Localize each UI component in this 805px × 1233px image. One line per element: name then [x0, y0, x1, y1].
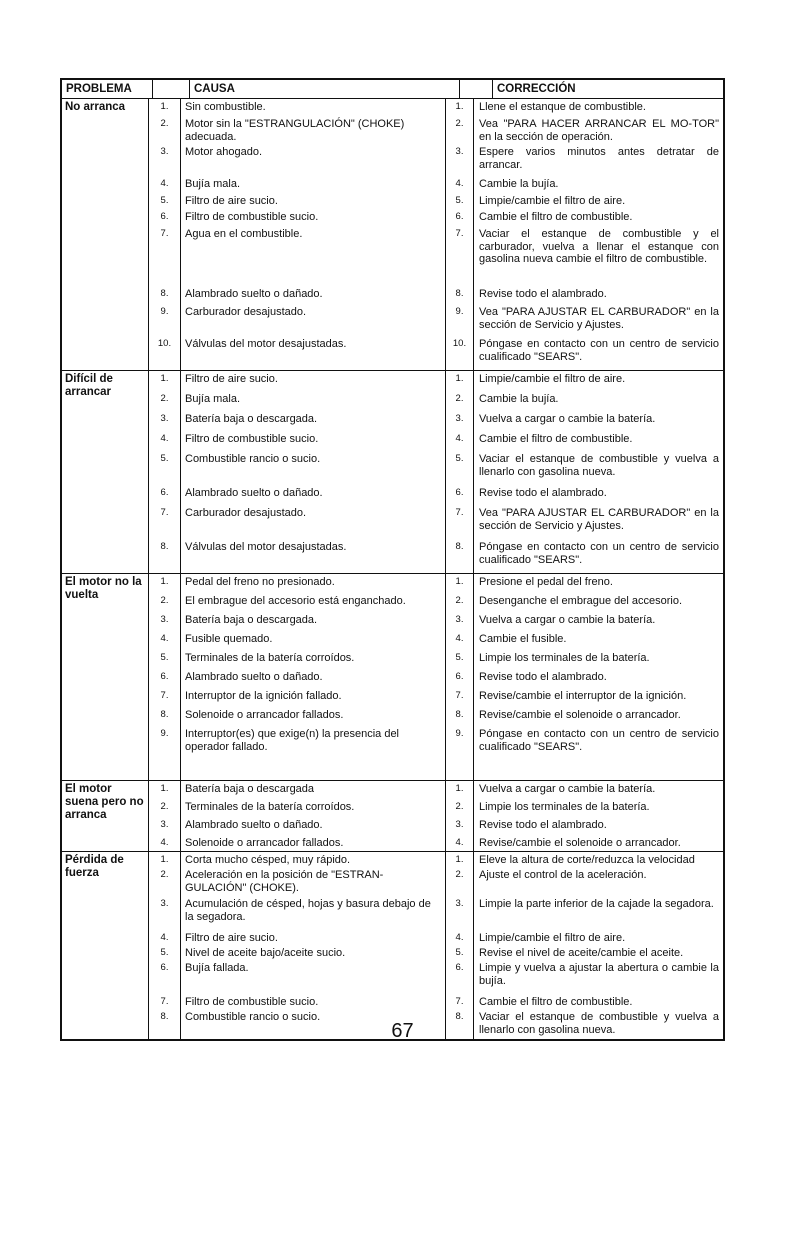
- correction-text: Eleve la altura de corte/reduzca la velocidad: [473, 852, 723, 867]
- cause-number: 3.: [148, 896, 180, 930]
- cause-number: 3.: [148, 144, 180, 176]
- correction-number: 6.: [445, 960, 473, 994]
- table-row: [148, 945, 723, 960]
- problem-label: Difícil de arrancar: [65, 373, 113, 398]
- correction-text: Revise todo el alambrado.: [473, 817, 723, 835]
- table-row: [148, 431, 723, 451]
- cause-text: Corta mucho césped, muy rápido.: [180, 852, 445, 867]
- correction-number: 2.: [445, 391, 473, 411]
- correction-text: Revise todo el alambrado.: [473, 669, 723, 688]
- correction-number: 3.: [445, 144, 473, 176]
- cause-number: 5.: [148, 945, 180, 960]
- correction-number: 9.: [445, 726, 473, 780]
- correction-number: 8.: [445, 539, 473, 573]
- problem-section: [62, 574, 723, 781]
- cause-number: 7.: [148, 226, 180, 286]
- table-row: [148, 867, 723, 896]
- correction-text: Limpie los terminales de la batería.: [473, 650, 723, 669]
- table-row: [148, 650, 723, 669]
- correction-number: 1.: [445, 852, 473, 867]
- correction-number: 8.: [445, 286, 473, 304]
- cause-text: Motor ahogado.: [180, 144, 445, 176]
- table-row: [148, 707, 723, 726]
- correction-text: Limpie/cambie el filtro de aire.: [473, 371, 723, 391]
- correction-text: Limpie la parte inferior de la cajade la segadora.: [473, 896, 723, 930]
- cause-number: 2.: [148, 799, 180, 817]
- correction-text: Vuelva a cargar o cambie la batería.: [473, 781, 723, 799]
- table-row: [148, 852, 723, 867]
- table-row: [148, 817, 723, 835]
- cause-number: 2.: [148, 867, 180, 896]
- cause-number: 8.: [148, 286, 180, 304]
- table-row: [148, 336, 723, 370]
- correction-text: Revise todo el alambrado.: [473, 485, 723, 505]
- correction-number: 3.: [445, 411, 473, 431]
- cause-text: Bujía mala.: [180, 391, 445, 411]
- cause-text: Alambrado suelto o dañado.: [180, 485, 445, 505]
- problem-section: [62, 99, 723, 371]
- table-row: [148, 116, 723, 144]
- problem-label: No arranca: [65, 101, 126, 113]
- cause-text: Filtro de aire sucio.: [180, 371, 445, 391]
- correction-number: 4.: [445, 835, 473, 851]
- cause-number: 7.: [148, 505, 180, 539]
- cause-number: 2.: [148, 593, 180, 612]
- correction-number: 2.: [445, 799, 473, 817]
- cause-text: Filtro de combustible sucio.: [180, 994, 445, 1009]
- table-row: [148, 688, 723, 707]
- correction-text: Cambie la bujía.: [473, 391, 723, 411]
- correction-text: Revise todo el alambrado.: [473, 286, 723, 304]
- correction-text: Ajuste el control de la aceleración.: [473, 867, 723, 896]
- cause-number: 8.: [148, 539, 180, 573]
- correction-text: Llene el estanque de combustible.: [473, 99, 723, 116]
- cause-number: 3.: [148, 817, 180, 835]
- cause-text: Fusible quemado.: [180, 631, 445, 650]
- cause-text: Pedal del freno no presionado.: [180, 574, 445, 593]
- table-row: [148, 411, 723, 431]
- correction-number: 3.: [445, 896, 473, 930]
- cause-number: 3.: [148, 612, 180, 631]
- table-row: [148, 286, 723, 304]
- table-row: [148, 612, 723, 631]
- correction-number: 7.: [445, 505, 473, 539]
- cause-number: 1.: [148, 574, 180, 593]
- correction-text: Vea "PARA AJUSTAR EL CARBURADOR" en la sección de Servicio y Ajustes.: [473, 505, 723, 539]
- table-row: [148, 451, 723, 485]
- cause-text: Válvulas del motor desajustadas.: [180, 336, 445, 370]
- table-row: [148, 835, 723, 851]
- correction-number: 5.: [445, 193, 473, 209]
- correction-text: Cambie el filtro de combustible.: [473, 431, 723, 451]
- cause-number: 7.: [148, 994, 180, 1009]
- correction-number: 5.: [445, 451, 473, 485]
- table-row: [148, 631, 723, 650]
- cause-text: Solenoide o arrancador fallados.: [180, 707, 445, 726]
- table-row: [148, 799, 723, 817]
- correction-number: 7.: [445, 994, 473, 1009]
- table-row: [148, 726, 723, 780]
- cause-text: Terminales de la batería corroídos.: [180, 650, 445, 669]
- correction-text: Vaciar el estanque de combustible y vuelva a llenarlo con gasolina nueva.: [473, 1009, 723, 1039]
- cause-number: 6.: [148, 485, 180, 505]
- table-body: [62, 99, 723, 1039]
- cause-text: Alambrado suelto o dañado.: [180, 817, 445, 835]
- correction-number: 5.: [445, 945, 473, 960]
- table-row: [148, 930, 723, 945]
- cause-number: 2.: [148, 116, 180, 144]
- table-row: [148, 99, 723, 116]
- correction-number: 7.: [445, 226, 473, 286]
- table-row: [148, 994, 723, 1009]
- correction-number: 10.: [445, 336, 473, 370]
- problem-label: El motor suena pero no arranca: [65, 783, 144, 821]
- correction-number: 2.: [445, 593, 473, 612]
- table-row: [148, 193, 723, 209]
- correction-text: Póngase en contacto con un centro de servicio cualificado "SEARS".: [473, 336, 723, 370]
- correction-text: Póngase en contacto con un centro de servicio cualificado "SEARS".: [473, 726, 723, 780]
- correction-text: Cambie el filtro de combustible.: [473, 209, 723, 226]
- correction-text: Revise/cambie el solenoide o arrancador.: [473, 707, 723, 726]
- problem-section: [62, 371, 723, 574]
- correction-text: Cambie la bujía.: [473, 176, 723, 193]
- cause-text: Batería baja o descargada.: [180, 411, 445, 431]
- cause-number: 8.: [148, 707, 180, 726]
- table-header: [62, 80, 723, 99]
- header-problem: PROBLEMA: [66, 83, 132, 95]
- table-row: [148, 371, 723, 391]
- cause-text: Combustible rancio o sucio.: [180, 451, 445, 485]
- problem-label: El motor no la vuelta: [65, 576, 142, 601]
- cause-text: Filtro de combustible sucio.: [180, 209, 445, 226]
- correction-text: Revise el nivel de aceite/cambie el aceite.: [473, 945, 723, 960]
- cause-text: Filtro de aire sucio.: [180, 930, 445, 945]
- correction-number: 3.: [445, 817, 473, 835]
- correction-number: 2.: [445, 867, 473, 896]
- correction-number: 4.: [445, 930, 473, 945]
- correction-number: 4.: [445, 176, 473, 193]
- table-row: [148, 176, 723, 193]
- correction-text: Revise/cambie el solenoide o arrancador.: [473, 835, 723, 851]
- cause-text: Válvulas del motor desajustadas.: [180, 539, 445, 573]
- cause-text: Interruptor de la ignición fallado.: [180, 688, 445, 707]
- troubleshooting-table: [60, 78, 725, 1041]
- cause-number: 1.: [148, 781, 180, 799]
- correction-number: 1.: [445, 781, 473, 799]
- correction-text: Vaciar el estanque de combustible y el carburador, vuelva a llenar el estanque con gasolina nueva cambie el filtro de combustible.: [473, 226, 723, 286]
- cause-number: 7.: [148, 688, 180, 707]
- cause-number: 2.: [148, 391, 180, 411]
- cause-number: 1.: [148, 852, 180, 867]
- cause-text: Alambrado suelto o dañado.: [180, 669, 445, 688]
- correction-number: 1.: [445, 99, 473, 116]
- correction-text: Cambie el filtro de combustible.: [473, 994, 723, 1009]
- table-row: [148, 209, 723, 226]
- correction-number: 7.: [445, 688, 473, 707]
- correction-number: 6.: [445, 669, 473, 688]
- cause-number: 6.: [148, 669, 180, 688]
- correction-text: Vuelva a cargar o cambie la batería.: [473, 411, 723, 431]
- cause-text: Combustible rancio o sucio.: [180, 1009, 445, 1039]
- cause-number: 4.: [148, 835, 180, 851]
- correction-text: Vaciar el estanque de combustible y vuelva a llenarlo con gasolina nueva.: [473, 451, 723, 485]
- cause-text: Batería baja o descargada: [180, 781, 445, 799]
- cause-number: 3.: [148, 411, 180, 431]
- correction-text: Vuelva a cargar o cambie la batería.: [473, 612, 723, 631]
- correction-text: Revise/cambie el interruptor de la ignición.: [473, 688, 723, 707]
- cause-text: Bujía fallada.: [180, 960, 445, 994]
- correction-number: 2.: [445, 116, 473, 144]
- correction-number: 9.: [445, 304, 473, 336]
- correction-text: Póngase en contacto con un centro de servicio cualificado "SEARS".: [473, 539, 723, 573]
- header-blank-1: [152, 80, 189, 98]
- correction-text: Espere varios minutos antes detratar de arrancar.: [473, 144, 723, 176]
- table-row: [148, 391, 723, 411]
- cause-number: 4.: [148, 930, 180, 945]
- table-row: [148, 896, 723, 930]
- cause-number: 5.: [148, 451, 180, 485]
- correction-text: Limpie y vuelva a ajustar la abertura o cambie la bujía.: [473, 960, 723, 994]
- cause-number: 9.: [148, 304, 180, 336]
- cause-text: Filtro de aire sucio.: [180, 193, 445, 209]
- problem-section: [62, 781, 723, 852]
- cause-text: Filtro de combustible sucio.: [180, 431, 445, 451]
- table-row: [148, 539, 723, 573]
- header-blank-2: [459, 80, 492, 98]
- cause-number: 10.: [148, 336, 180, 370]
- table-row: [148, 593, 723, 612]
- table-row: [148, 960, 723, 994]
- cause-text: Batería baja o descargada.: [180, 612, 445, 631]
- correction-number: 1.: [445, 574, 473, 593]
- cause-number: 4.: [148, 431, 180, 451]
- header-cause: CAUSA: [189, 80, 459, 98]
- table-row: [148, 669, 723, 688]
- problem-label: Pérdida de fuerza: [65, 854, 124, 879]
- correction-number: 6.: [445, 485, 473, 505]
- cause-number: 6.: [148, 209, 180, 226]
- cause-text: Bujía mala.: [180, 176, 445, 193]
- cause-text: Terminales de la batería corroídos.: [180, 799, 445, 817]
- cause-number: 1.: [148, 99, 180, 116]
- correction-number: 4.: [445, 631, 473, 650]
- cause-number: 5.: [148, 650, 180, 669]
- cause-number: 9.: [148, 726, 180, 780]
- cause-text: Interruptor(es) que exige(n) la presencia del operador fallado.: [180, 726, 445, 780]
- cause-number: 5.: [148, 193, 180, 209]
- cause-text: Sin combustible.: [180, 99, 445, 116]
- header-correction: CORRECCIÓN: [492, 80, 723, 98]
- cause-text: Carburador desajustado.: [180, 304, 445, 336]
- table-row: [148, 144, 723, 176]
- table-row: [148, 574, 723, 593]
- cause-number: 1.: [148, 371, 180, 391]
- table-row: [148, 304, 723, 336]
- page-number: 67: [391, 1020, 414, 1042]
- correction-number: 8.: [445, 1009, 473, 1039]
- table-row: [148, 781, 723, 799]
- correction-text: Limpie los terminales de la batería.: [473, 799, 723, 817]
- correction-text: Vea "PARA HACER ARRANCAR EL MO-TOR" en la sección de operación.: [473, 116, 723, 144]
- table-row: [148, 505, 723, 539]
- correction-number: 6.: [445, 209, 473, 226]
- cause-number: 6.: [148, 960, 180, 994]
- problem-section: [62, 852, 723, 1039]
- correction-number: 5.: [445, 650, 473, 669]
- cause-text: Nivel de aceite bajo/aceite sucio.: [180, 945, 445, 960]
- cause-text: Carburador desajustado.: [180, 505, 445, 539]
- correction-number: 3.: [445, 612, 473, 631]
- correction-number: 4.: [445, 431, 473, 451]
- cause-text: Aceleración en la posición de "ESTRAN-GULACIÓN" (CHOKE).: [180, 867, 445, 896]
- cause-text: Solenoide o arrancador fallados.: [180, 835, 445, 851]
- cause-text: Acumulación de césped, hojas y basura debajo de la segadora.: [180, 896, 445, 930]
- correction-text: Limpie/cambie el filtro de aire.: [473, 930, 723, 945]
- correction-text: Cambie el fusible.: [473, 631, 723, 650]
- cause-number: 8.: [148, 1009, 180, 1039]
- cause-number: 4.: [148, 631, 180, 650]
- cause-text: El embrague del accesorio está enganchado.: [180, 593, 445, 612]
- correction-text: Vea "PARA AJUSTAR EL CARBURADOR" en la sección de Servicio y Ajustes.: [473, 304, 723, 336]
- correction-number: 1.: [445, 371, 473, 391]
- correction-text: Presione el pedal del freno.: [473, 574, 723, 593]
- correction-number: 8.: [445, 707, 473, 726]
- correction-text: Desenganche el embrague del accesorio.: [473, 593, 723, 612]
- cause-text: Motor sin la "ESTRANGULACIÓN" (CHOKE) adecuada.: [180, 116, 445, 144]
- cause-text: Agua en el combustible.: [180, 226, 445, 286]
- cause-text: Alambrado suelto o dañado.: [180, 286, 445, 304]
- correction-text: Limpie/cambie el filtro de aire.: [473, 193, 723, 209]
- cause-number: 4.: [148, 176, 180, 193]
- table-row: [148, 226, 723, 286]
- table-row: [148, 485, 723, 505]
